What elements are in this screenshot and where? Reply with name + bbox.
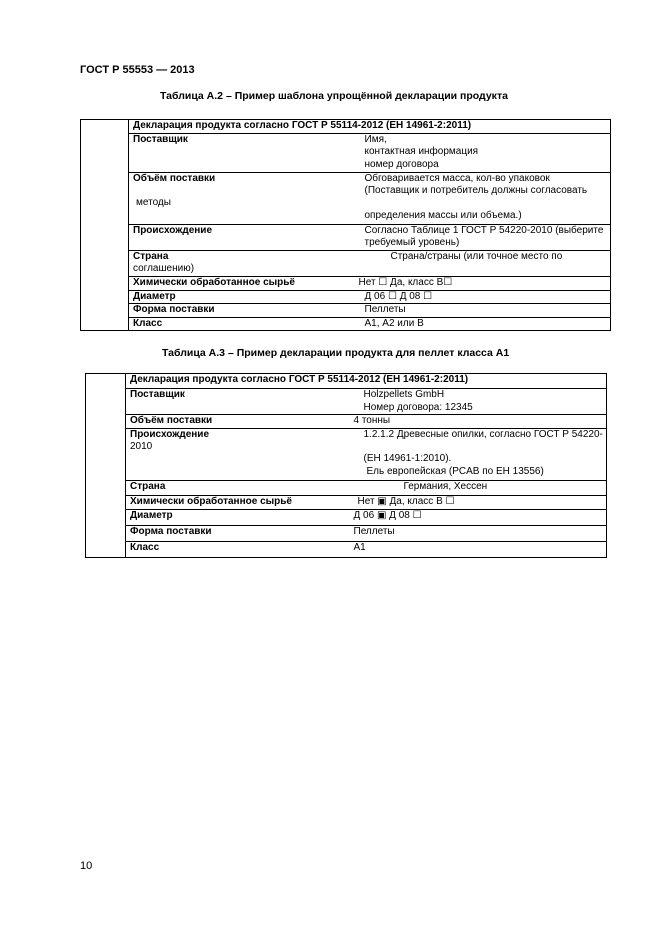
stub-cell xyxy=(81,120,129,134)
row-label: Объём поставки xyxy=(126,415,322,429)
row-label: Диаметр xyxy=(129,290,325,304)
row-label: Форма поставки xyxy=(129,304,325,318)
stub-cell xyxy=(86,509,126,525)
table-row xyxy=(81,317,611,331)
table-row xyxy=(81,276,611,290)
stub-cell xyxy=(81,290,129,304)
table-row xyxy=(86,480,607,495)
row-value: А1, А2 или В xyxy=(325,317,611,331)
table-a2-caption: Таблица А.2 – Пример шаблона упрощённой декларации продукта xyxy=(160,90,508,102)
stub-cell xyxy=(86,415,126,429)
stub-cell xyxy=(86,480,126,495)
row-value: Германия, Хессен xyxy=(322,480,607,495)
table-row xyxy=(86,428,607,480)
row-value: 4 тонны xyxy=(322,415,607,429)
table-row xyxy=(81,304,611,318)
row-value: Д 06 ☐ Д 08 ☐ xyxy=(325,290,611,304)
row-value: Нет ▣ Да, класс В ☐ xyxy=(322,495,607,509)
row-value: Обговаривается масса, кол-во упаковок (Поставщик и потребитель должны согласовать определения массы или объема.) xyxy=(325,172,611,224)
row-label: Страна xyxy=(126,480,322,495)
page-number: 10 xyxy=(80,860,93,872)
stub-cell xyxy=(86,374,126,389)
row-label: Происхождение 2010 xyxy=(126,428,322,480)
row-label: Химически обработанное сырьё xyxy=(129,276,325,290)
row-label: Поставщик xyxy=(126,389,322,415)
table-row xyxy=(86,525,607,541)
row-label: Поставщик xyxy=(129,133,325,172)
row-label: Химически обработанное сырьё xyxy=(126,495,322,509)
row-label: Страна соглашению) xyxy=(129,250,325,276)
stub-cell xyxy=(86,541,126,557)
table-row xyxy=(81,120,611,134)
table-row xyxy=(86,415,607,429)
table-row xyxy=(81,172,611,224)
row-value: Пеллеты xyxy=(325,304,611,318)
table-a3-caption: Таблица А.3 – Пример декларации продукта для пеллет класса А1 xyxy=(162,347,510,359)
row-value: Согласно Таблице 1 ГОСТ Р 54220-2010 (выберите требуемый уровень) xyxy=(325,224,611,250)
stub-cell xyxy=(81,224,129,250)
stub-cell xyxy=(86,428,126,480)
table-row xyxy=(81,224,611,250)
row-value: 1.2.1.2 Древесные опилки, согласно ГОСТ Р 54220- (ЕН 14961-1:2010). Ель европейская (PCAB по ЕН 13556) xyxy=(322,428,607,480)
stub-cell xyxy=(86,495,126,509)
row-label: Форма поставки xyxy=(126,525,322,541)
stub-cell xyxy=(86,525,126,541)
row-label: Происхождение xyxy=(129,224,325,250)
row-value: Д 06 ▣ Д 08 ☐ xyxy=(322,509,607,525)
stub-cell xyxy=(81,133,129,172)
table-row xyxy=(81,250,611,276)
row-value: Страна/страны (или точное место по xyxy=(325,250,611,276)
table-row xyxy=(81,290,611,304)
row-label: Класс xyxy=(126,541,322,557)
row-label: Диаметр xyxy=(126,509,322,525)
table-a2 xyxy=(80,119,611,331)
row-label: Класс xyxy=(129,317,325,331)
table-row xyxy=(81,133,611,172)
row-value: Holzpellets GmbH Номер договора: 12345 xyxy=(322,389,607,415)
table-row xyxy=(86,541,607,557)
stub-cell xyxy=(81,304,129,318)
table-row xyxy=(86,495,607,509)
table-head: Декларация продукта согласно ГОСТ Р 55114-2012 (ЕН 14961-2:2011) xyxy=(126,374,607,389)
stub-cell xyxy=(81,250,129,276)
stub-cell xyxy=(81,276,129,290)
row-value: Нет ☐ Да, класс В☐ xyxy=(325,276,611,290)
stub-cell xyxy=(81,317,129,331)
table-row xyxy=(86,509,607,525)
table-a3 xyxy=(85,373,607,558)
row-value: Имя, контактная информация номер договора xyxy=(325,133,611,172)
table-row xyxy=(86,389,607,415)
table-row xyxy=(86,374,607,389)
table-head: Декларация продукта согласно ГОСТ Р 55114-2012 (ЕН 14961-2:2011) xyxy=(129,120,611,134)
stub-cell xyxy=(86,389,126,415)
document-code: ГОСТ Р 55553 — 2013 xyxy=(80,64,195,76)
row-value: Пеллеты xyxy=(322,525,607,541)
row-label: Объём поставки методы xyxy=(129,172,325,224)
row-value: А1 xyxy=(322,541,607,557)
stub-cell xyxy=(81,172,129,224)
